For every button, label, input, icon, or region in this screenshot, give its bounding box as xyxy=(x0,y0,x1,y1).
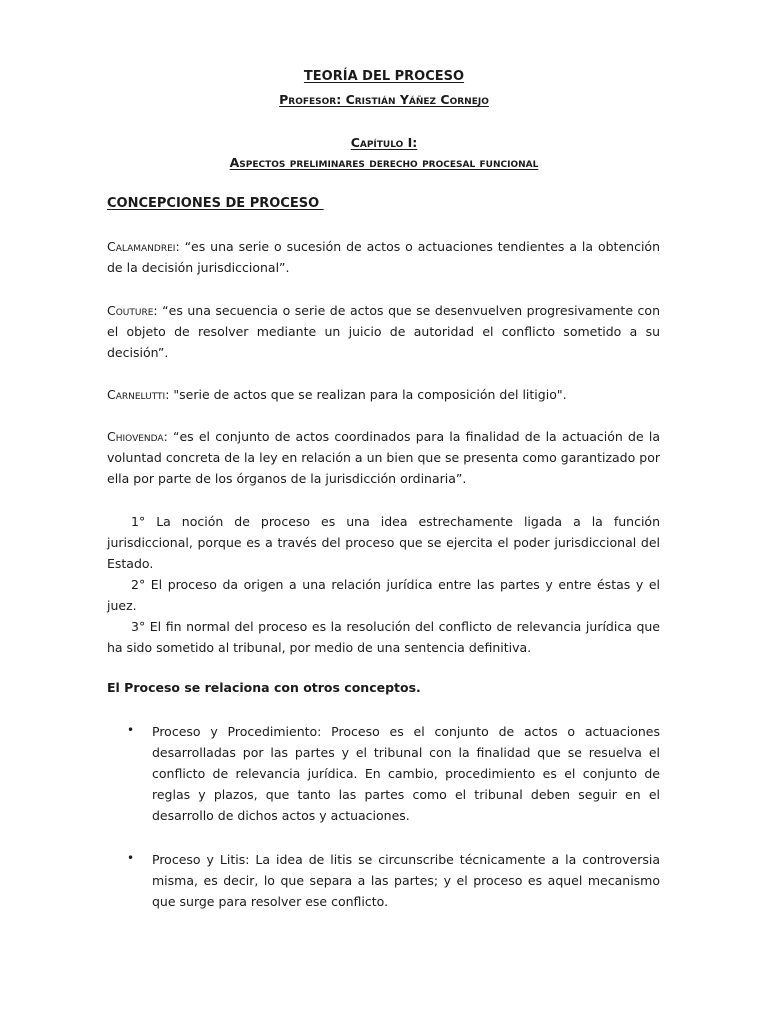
definition-text: "serie de actos que se realizan para la composición del litigio". xyxy=(169,387,567,402)
author-name: Couture: xyxy=(107,303,158,318)
section-heading-concepciones: CONCEPCIONES DE PROCESO xyxy=(107,196,324,211)
numbered-point-1: 1° La noción de proceso es una idea estrechamente ligada a la función jurisdiccional, porque es a través del proceso que se ejercita el poder jurisdiccional del Estado. xyxy=(107,514,660,571)
bullet-icon: • xyxy=(127,851,135,865)
bullet-item-litis: Proceso y Litis: La idea de litis se circunscribe técnicamente a la controversia misma, es decir, lo que separa a las partes; y el proceso es aquel mecanismo que surge para resolver ese conflicto. xyxy=(152,852,660,909)
bullet-icon: • xyxy=(127,723,135,737)
chapter-subtitle: Aspectos preliminares derecho procesal funcional xyxy=(229,155,539,170)
professor-line: Profesor: Cristián Yáñez Cornejo xyxy=(279,92,489,107)
section-heading-conceptos: El Proceso se relaciona con otros conceptos. xyxy=(107,680,421,695)
definition-text: “es una secuencia o serie de actos que se desenvuelven progresivamente con el objeto de resolver mediante un juicio de autoridad el conflicto sometido a su decisión”. xyxy=(107,303,660,360)
author-name: Calamandrei: xyxy=(107,239,180,254)
author-name: Carnelutti: xyxy=(107,387,170,402)
numbered-point-3: 3° El fin normal del proceso es la resolución del conflicto de relevancia jurídica que ha sido sometido al tribunal, por medio de una sentencia definitiva. xyxy=(107,619,660,655)
chapter-label: Capítulo I: xyxy=(350,135,418,150)
numbered-point-2: 2° El proceso da origen a una relación jurídica entre las partes y entre éstas y el juez. xyxy=(107,577,660,613)
definition-carnelutti xyxy=(107,384,660,405)
definition-text: “es el conjunto de actos coordinados para la finalidad de la actuación de la voluntad concreta de la ley en relación a un bien que se presenta como garantizado por ella por parte de los órganos de la jurisdicción ordinaria”. xyxy=(107,429,660,486)
bullet-item-procedimiento: Proceso y Procedimiento: Proceso es el conjunto de actos o actuaciones desarrolladas por las partes y el tribunal con la finalidad que se resuelva el conflicto de relevancia jurídica. En cambio, procedimiento es el conjunto de reglas y plazos, que tanto las partes como el tribunal deben seguir en el desarrollo de dichos actos y actuaciones. xyxy=(152,724,660,823)
definition-text: “es una serie o sucesión de actos o actuaciones tendientes a la obtención de la decisión jurisdiccional”. xyxy=(107,239,660,275)
definition-chiovenda xyxy=(107,426,660,489)
document-title: TEORÍA DEL PROCESO xyxy=(303,69,465,84)
author-name: Chiovenda: xyxy=(107,429,168,444)
definition-couture xyxy=(107,300,660,363)
definition-calamandrei xyxy=(107,236,660,278)
